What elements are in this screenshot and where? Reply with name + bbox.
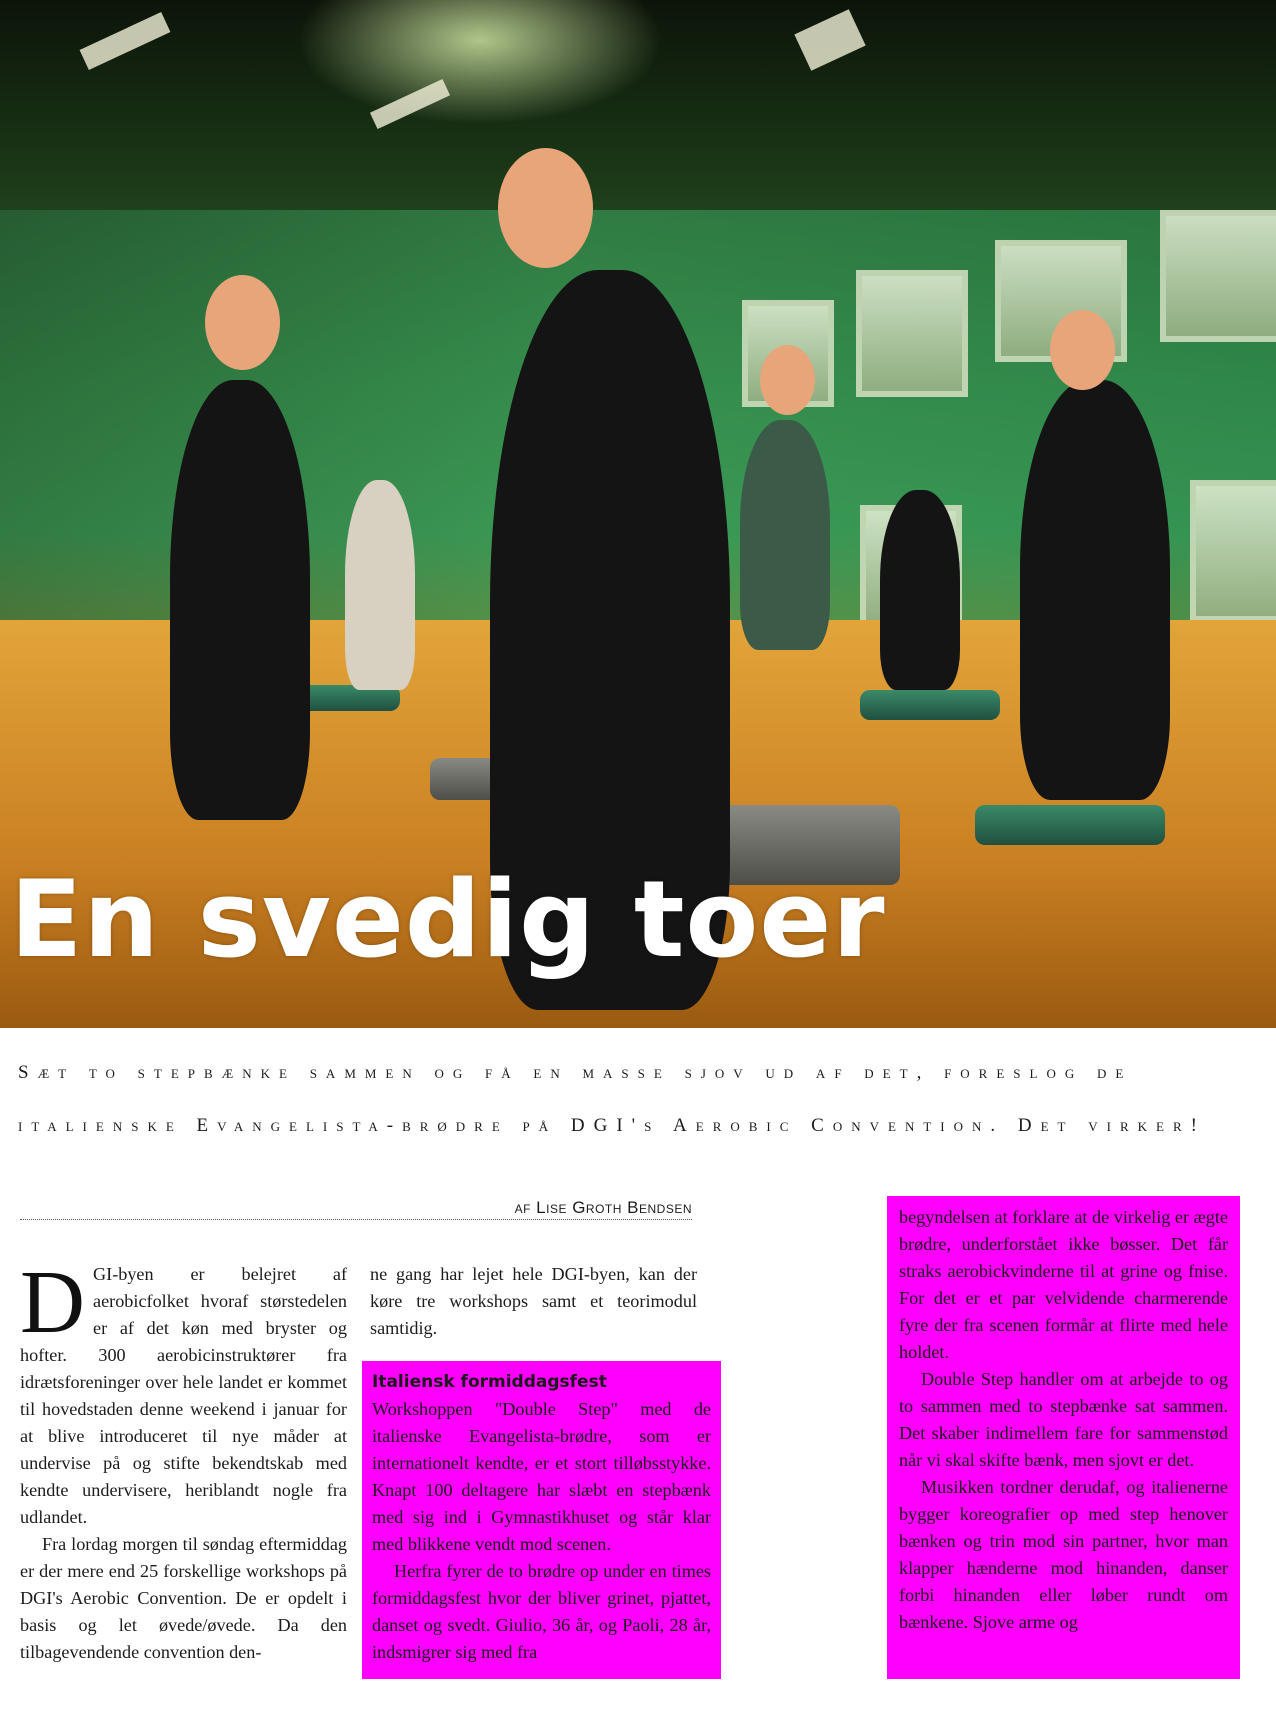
drop-cap: D [20, 1253, 85, 1352]
dancer-head [1050, 310, 1115, 390]
lead-line-1: Sæt to stepbænke sammen og få en masse sjov ud af det, foreslog de [18, 1062, 1133, 1083]
article-column-1 [20, 1253, 347, 1666]
dancer-silhouette [740, 420, 830, 650]
sidebar-box-left [362, 1361, 721, 1679]
headline: En svedig toer [10, 858, 886, 981]
sidebar-box-right [887, 1196, 1240, 1679]
step-bench [975, 805, 1165, 845]
box-paragraph: Herfra fyrer de to brødre op under en times formiddagsfest hvor der bliver grinet, pjattet, danset og svedt. Giulio, 36 år, og Paoli, 28 år, indsmigrer sig med fra [372, 1561, 711, 1662]
box-heading: Italiensk formiddagsfest [372, 1372, 607, 1392]
article-paragraph: DGI-byen er belejret af aerobicfolket hvoraf størstedelen er af det køn med bryster og hofter. 300 aerobicinstruktører fra idrætsforeninger over hele landet er kommet til hovedstaden denne weekend i januar for at blive introduceret til nye måder at undervise på og stifte bekendtskab med kendte undervisere, heriblandt nogle fra udlandet. [20, 1253, 347, 1527]
gym-window [856, 270, 968, 397]
dancer-silhouette [880, 490, 960, 690]
article-paragraph: ne gang har lejet hele DGI-byen, kan der køre tre workshops samt et teorimodul samtidig. [370, 1264, 697, 1338]
ceiling-light [80, 12, 171, 70]
ceiling-light [794, 9, 865, 71]
article-column-2 [370, 1261, 697, 1342]
dancer-head [498, 148, 593, 268]
box-paragraph: Musikken tordner derudaf, og italienerne bygger koreografier op med step henover bænken og trin mod sin partner, hvor man klapper hænderne mod hinanden, danser forbi hinanden eller løber rundt om bænkene. Sjove arme og [899, 1477, 1228, 1632]
byline-rule [20, 1219, 692, 1220]
dancer-silhouette [170, 380, 310, 820]
dancer-silhouette [345, 480, 415, 690]
gym-window [1160, 210, 1276, 342]
article-paragraph: Fra lordag morgen til søndag eftermiddag er der mere end 25 forskellige workshops på DGI's Aerobic Convention. De er opdelt i basis og let øvede/øvede. Da den tilbagevendende convention den- [20, 1534, 347, 1662]
ceiling-light [370, 79, 450, 129]
box-paragraph: Double Step handler om at arbejde to og to sammen med to stepbænke sat sammen. Det skaber indimellem fare for sammenstød når vi skal skifte bænk, men sjovt er det. [899, 1369, 1228, 1470]
dancer-silhouette [1020, 380, 1170, 800]
gym-window [1190, 480, 1276, 622]
box-paragraph: Workshoppen "Double Step" med de italienske Evangelista-brødre, som er internationelt kendte, er et stort tilløbsstykke. Knapt 100 deltagere har slæbt en stepbænk med sig ind i Gymnastikhuset og står klar med blikkene vendt mod scenen. [372, 1399, 711, 1554]
lead-line-2: italienske Evangelista-brødre på DGI's Aerobic Convention. Det virker! [18, 1115, 1206, 1136]
step-bench [860, 690, 1000, 720]
dancer-head [760, 345, 815, 415]
box-paragraph: begyndelsen at forklare at de virkelig er ægte brødre, underforstået ikke bøsser. Det får straks aerobickvinderne til at grine og fnise. For det er et par velvidende charmerende fyre der fra scenen formår at flirte med hele holdet. [899, 1207, 1228, 1362]
byline: af Lise Groth Bendsen [514, 1198, 692, 1217]
dancer-head [205, 275, 280, 370]
